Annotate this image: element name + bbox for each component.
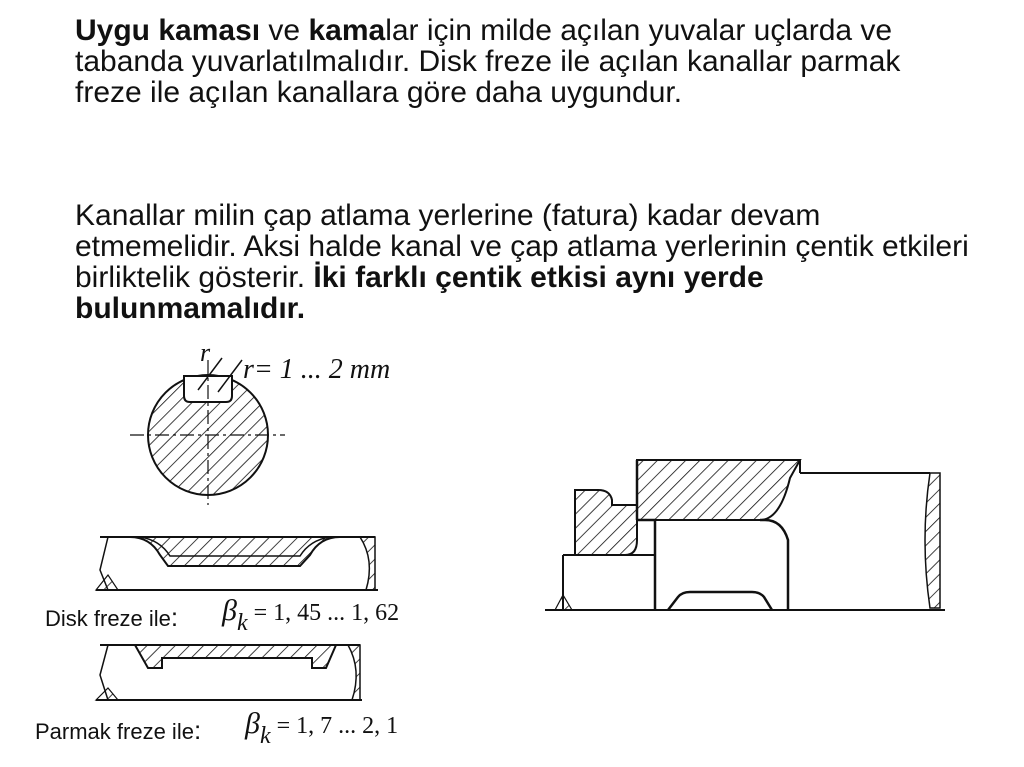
shoulder-keyway-drawing: [545, 460, 945, 610]
parmak-freze-formula: [245, 707, 399, 749]
disk-freze-label: [45, 602, 178, 633]
end-milling-keyway: [96, 645, 362, 700]
disk-freze-text: Disk freze ile: [45, 606, 171, 631]
radius-symbol: r: [200, 338, 211, 367]
disk-freze-colon: :: [170, 602, 179, 632]
term-kama: kama: [308, 14, 386, 47]
paragraph1-body: lar için milde açılan yuvalar uçlarda ve tabanda yuvarlatılmalıdır. Disk freze ile açılan kanallar parmak freze ile açılan kanallara göre daha uygundur.: [75, 14, 901, 109]
disk-freze-formula: [222, 594, 400, 636]
radius-range-label: r= 1 ... 2 mm: [243, 354, 391, 385]
parmak-freze-value: = 1, 7 ... 2, 1: [276, 713, 399, 739]
beta-symbol: β: [245, 707, 260, 740]
paragraph2-emphasis: İki farklı çentik etkisi aynı yerde bulunmamalıdır.: [75, 261, 764, 325]
disk-milling-keyway: [96, 537, 378, 590]
term-uygu-kamasi: Uygu kaması: [75, 14, 261, 47]
parmak-freze-label: [35, 715, 201, 746]
parmak-freze-text: Parmak freze ile: [35, 719, 194, 744]
beta-subscript: k: [259, 723, 271, 749]
beta-subscript: k: [236, 610, 248, 636]
paragraph2-body: Kanallar milin çap atlama yerlerine (fatura) kadar devam etmemelidir. Aksi halde kanal ve çap atlama yerlerinin çentik etkileri birliktelik gösterir.: [75, 199, 969, 294]
beta-symbol: β: [222, 594, 237, 627]
connector-text: ve: [260, 14, 309, 47]
parmak-freze-colon: :: [193, 715, 202, 745]
disk-freze-value: = 1, 45 ... 1, 62: [253, 600, 400, 626]
